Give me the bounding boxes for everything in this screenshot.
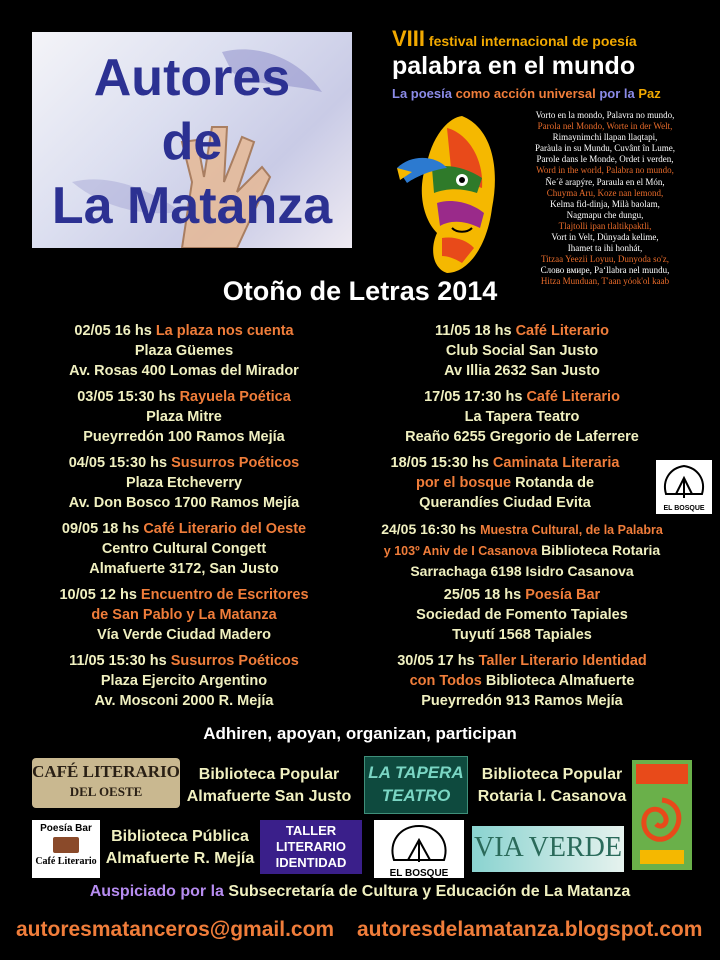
event-name: Poesía Bar: [525, 587, 601, 603]
tree-icon: [374, 820, 464, 864]
poem-line: Word in the world, Palabra no mundo,: [536, 165, 674, 176]
event-name-cont: con Todos: [409, 673, 482, 689]
sponsor-line: Biblioteca Popular: [481, 766, 623, 783]
event-place: Centro Cultural Congett: [101, 541, 267, 557]
event-name: Café Literario: [515, 323, 610, 339]
event-item: [352, 519, 692, 581]
event-place: Biblioteca Almafuerte: [481, 673, 635, 689]
event-address: Av Illia 2632 San Justo: [444, 363, 600, 379]
logo-text: VIA VERDE: [473, 832, 623, 863]
festival-name: festival internacional de poesía: [428, 33, 637, 49]
books-icon: [53, 837, 79, 853]
logo-text: TEATRO: [381, 786, 451, 805]
auspicio-part: Auspiciado por la: [89, 883, 229, 900]
sponsor-bib-popular-rc: [472, 764, 632, 808]
la-tapera-teatro-logo: [364, 756, 468, 814]
poem-line: Vorto en la mondo, Palavra no mundo,: [535, 110, 675, 120]
poem-line: Kelma fid-dinja, Milà baolam,: [550, 198, 660, 209]
event-address: Pueyrredón 100 Ramos Mejía: [83, 429, 285, 445]
event-name: La plaza nos cuenta: [155, 323, 294, 339]
event-date: 24/05 16:30 hs: [381, 521, 481, 537]
event-name: Café Literario: [526, 389, 620, 405]
el-bosque-logo: [374, 820, 464, 878]
festival-roman: VIII: [392, 26, 426, 51]
event-item: [14, 387, 354, 447]
event-item: [352, 651, 692, 711]
poem-line: Ñe´ẽ arapýre, Paraula en el Món,: [545, 176, 665, 187]
event-address: Querandíes Ciudad Evita: [419, 495, 591, 511]
event-name: Taller Literario Identidad: [478, 653, 647, 669]
poem-line: Rimaynimchi llapan llaqtapi,: [552, 132, 658, 143]
poem-line: Ihamet ta ihi honhát,: [567, 243, 643, 254]
sponsor-line: Biblioteca Popular: [198, 766, 340, 783]
poem-line: Vort in Velt, Dünyada kelime,: [551, 232, 659, 243]
logo-text: LA TAPERA: [368, 763, 464, 782]
event-name: Caminata Literaria: [492, 455, 620, 471]
event-date: 02/05 16 hs: [74, 323, 156, 339]
event-name: Café Literario del Oeste: [143, 521, 307, 537]
poem-line: Nagmapu che dungu,: [566, 209, 644, 220]
cafe-literario-oeste-logo: [32, 758, 180, 808]
sponsor-line: Almafuerte R. Mejía: [105, 850, 255, 867]
event-item: [14, 651, 354, 711]
event-item: [14, 453, 354, 513]
event-address: Almafuerte 3172, San Justo: [89, 561, 279, 577]
sponsor-line: Biblioteca Pública: [111, 828, 249, 845]
event-item: [352, 321, 692, 381]
event-address: Tuyutí 1568 Tapiales: [452, 627, 592, 643]
logo-line-1: Autores: [93, 49, 291, 107]
festival-tagline: [392, 86, 712, 101]
event-address: Av. Don Bosco 1700 Ramos Mejía: [68, 495, 300, 511]
event-address: Av. Rosas 400 Lomas del Mirador: [69, 363, 299, 379]
logo-text: Poesía Bar: [40, 823, 92, 834]
blog-link[interactable]: autoresdelamatanza.blogspot.com: [357, 918, 703, 941]
event-address: Sarrachaga 6198 Isidro Casanova: [410, 563, 634, 579]
page-title: Otoño de Letras 2014: [222, 276, 498, 306]
event-name: Susurros Poéticos: [171, 455, 300, 471]
logo-text: IDENTIDAD: [275, 855, 347, 870]
event-name-cont: de San Pablo y La Matanza: [91, 607, 277, 623]
event-address: Reaño 6255 Gregorio de Laferrere: [405, 429, 639, 445]
event-date: 17/05 17:30 hs: [424, 389, 527, 405]
event-name: Rayuela Poética: [179, 389, 291, 405]
event-item: [14, 519, 354, 579]
spiral-art: [632, 760, 692, 870]
event-date: 03/05 15:30 hs: [77, 389, 180, 405]
logo-line-2: de: [161, 113, 223, 171]
festival-heading: [392, 26, 692, 52]
poem-line: Parola nel Mondo, Worte in der Welt,: [537, 121, 673, 132]
auspicio-line: [0, 883, 720, 901]
event-date: 10/05 12 hs: [59, 587, 141, 603]
logo-text: Café Literario: [35, 856, 97, 867]
poem-line: Parole dans le Monde, Ordet i verden,: [536, 154, 674, 165]
event-place: Biblioteca Rotaria: [537, 542, 661, 558]
event-item: [352, 387, 692, 447]
sponsor-bib-popular-sj: [184, 764, 354, 808]
poem-line: Titzaa Yeezii Loyuu, Dunyoda so'z,: [540, 254, 670, 265]
event-name-cont: y 103º Aniv de I Casanova: [383, 544, 538, 558]
event-date: 04/05 15:30 hs: [68, 455, 172, 471]
event-place: Plaza Etcheverry: [125, 475, 243, 491]
bosque-label: EL BOSQUE: [663, 505, 705, 512]
adhieren-heading: Adhiren, apoyan, organizan, participan: [203, 724, 517, 743]
via-verde-logo: [472, 826, 624, 872]
event-name-cont: por el bosque: [415, 475, 512, 491]
event-place: Plaza Mitre: [146, 409, 222, 425]
event-date: 09/05 18 hs: [61, 521, 144, 537]
poesia-bar-logo: [32, 820, 100, 878]
event-item: [14, 585, 354, 645]
event-place: Club Social San Justo: [445, 343, 599, 359]
poem-line: Tlajtolli ipan tlaltikpaktli,: [558, 220, 652, 231]
sponsor-line: Almafuerte San Justo: [186, 788, 352, 805]
tagline-part: La poesía: [392, 86, 456, 101]
taller-literario-logo: [260, 820, 362, 874]
event-item: [360, 453, 650, 513]
logo-text: TALLER: [285, 823, 337, 838]
event-name: Susurros Poéticos: [170, 653, 299, 669]
logo-text: LITERARIO: [275, 839, 347, 854]
tagline-part: como acción universal: [455, 86, 600, 101]
poem-line: Paràula in su Mundu, Cuvânt în Lume,: [535, 143, 675, 154]
mask-face-art: [392, 108, 502, 278]
festival-title: palabra en el mundo: [392, 52, 636, 80]
poem-line: Слово вмире, Paʻllabra nel mundu,: [540, 265, 670, 276]
email-link[interactable]: autoresmatanceros@gmail.com: [16, 918, 335, 941]
event-place: Vía Verde Ciudad Madero: [96, 627, 272, 643]
event-date: 11/05 15:30 hs: [69, 653, 171, 669]
event-address: Pueyrredón 913 Ramos Mejía: [421, 693, 623, 709]
event-name: Muestra Cultural, de la Palabra: [480, 523, 663, 537]
logo-line-3: La Matanza: [51, 177, 333, 235]
event-place: Sociedad de Fomento Tapiales: [416, 607, 628, 623]
event-address: Av. Mosconi 2000 R. Mejía: [94, 693, 274, 709]
event-item: [14, 321, 354, 381]
event-date: 18/05 15:30 hs: [390, 455, 493, 471]
event-item: [352, 585, 692, 645]
auspicio-part: Subsecretaría de Cultura y Educación de La Matanza: [228, 883, 631, 900]
tree-icon: [656, 460, 712, 500]
campana-poster-logo: [632, 760, 692, 870]
event-place: Plaza Ejercito Argentino: [100, 673, 268, 689]
logo-text: EL BOSQUE: [389, 868, 449, 878]
poem-line: Hitza Munduan, T'aan yóok'ol kaab: [540, 276, 670, 287]
event-date: 30/05 17 hs: [397, 653, 479, 669]
event-date: 25/05 18 hs: [443, 587, 526, 603]
sponsor-line: Rotaria I. Casanova: [477, 788, 627, 805]
event-place: La Tapera Teatro: [464, 409, 580, 425]
logo-text: CAFÉ LITERARIO: [32, 762, 180, 781]
el-bosque-logo-small: [656, 460, 712, 514]
poem-block: [500, 110, 710, 288]
poem-line: Chuyma Aru, Koze nan lemond,: [546, 187, 664, 198]
sponsor-bib-publica: [100, 826, 260, 870]
event-place: Plaza Güemes: [134, 343, 234, 359]
tagline-part: por la: [599, 86, 639, 101]
event-name: Encuentro de Escritores: [140, 587, 309, 603]
autores-logo: [32, 32, 352, 248]
event-place: Rotanda de: [511, 475, 595, 491]
logo-text: DEL OESTE: [69, 784, 143, 799]
tagline-part: Paz: [638, 86, 661, 101]
event-date: 11/05 18 hs: [434, 323, 516, 339]
